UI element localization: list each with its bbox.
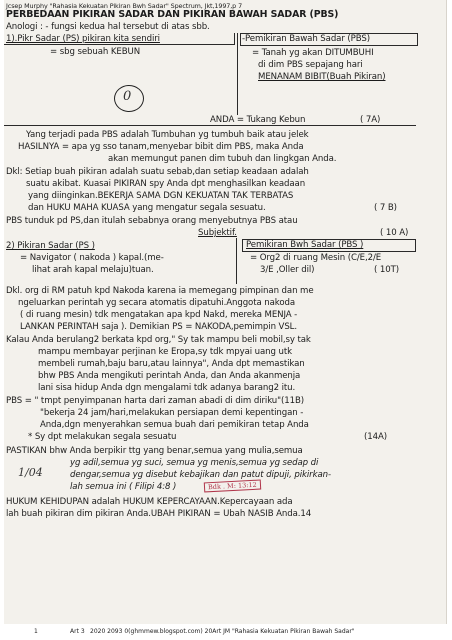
page-title: PERBEDAAN PIKIRAN SADAR DAN PIKIRAN BAWAH SADAR (PBS) [6,9,339,20]
p1-line-2: HASILNYA = apa yg sso tanam,menyebar bibit dim PBS, maka Anda [18,142,304,152]
page-footer [0,626,452,640]
p6-ref: (14A) [364,432,388,442]
p5-line-5: lani sisa hidup Anda dgn mengalami tdk adanya barang2 itu. [38,383,296,393]
footer-section: Art 3 [70,628,85,635]
p2-line-2: suatu akibat. Kuasai PIKIRAN spy Anda dpt menghasilkan keadaan [26,179,306,189]
p5-line-2: mampu membayar perjinan ke Eropa,sy tdk mpyai uang utk [38,347,292,357]
p1-line-1: Yang terjadi pada PBS adalah Tumbuhan yg tumbuh baik atau jelek [26,130,309,140]
pbs-line-1: = Tanah yg akan DITUMBUHI [252,48,374,58]
p5-line-4: bhw PBS Anda mengikuti perintah Anda, dan Anda akanmenja [38,371,301,381]
p6-line-2: "bekerja 24 jam/hari,melakukan persiapan demi kepentingan - [40,408,304,418]
column-divider [237,33,238,115]
p4-line-3: ( di ruang mesin) tdk mengatakan apa kpd Nakd, mereka MENJA - [20,310,298,320]
p3-line-2: Subjektif. [198,228,237,238]
ps2-label: 2) Pikiran Sadar (PS ) [6,241,95,251]
anda-ref: ( 7A) [360,115,381,125]
p1-line-3: akan memungut panen dim tubuh dan lingkgan Anda. [108,154,337,164]
anda-line: ANDA = Tukang Kebun [210,115,306,125]
pbs2-line-2: 3/E ,Oller dil) [260,265,315,275]
ps2-line-2: lihat arah kapal melaju)tuan. [32,265,154,275]
circled-digit: 0 [123,89,132,104]
column-divider-2 [236,238,237,284]
p5-line-1: Kalau Anda berulang2 berkata kpd org," Sy tak mampu beli mobil,sy tak [6,335,311,345]
p5-line-3: membeli rumah,baju baru,atau lainnya", Anda dpt memastikan [38,359,305,369]
p6-line-4: * Sy dpt melakukan segala sesuatu [28,432,177,442]
footer-source: 2020 2093 0(ghmmew.blogspot.com) 20Art JM "Rahasia Kekuatan Pikiran Bawah Sadar" [90,628,355,635]
pbs2-line-1: = Org2 di ruang Mesin (C/E,2/E [250,253,382,263]
ps2-line-1: = Navigator ( nakoda ) kapal.(me- [20,253,164,263]
p3-line-1: PBS tunduk pd PS,dan itulah sebabnya orang menyebutnya PBS atau [6,216,298,226]
p6-line-3: Anda,dgn menyerahkan semua buah dari pemikiran tetap Anda [40,420,309,430]
p2-line-1: Dkl: Setiap buah pikiran adalah suatu sebab,dan setiap keadaan adalah [6,167,309,177]
p2-ref: ( 7 B) [374,203,397,213]
reference-stamp: Bdk . M: 13:12 [204,480,261,493]
p4-line-2: ngeluarkan perintah yg secara atomatis dipatuhi.Anggota nakoda [18,298,296,308]
pbs-line-3: MENANAM BIBIT(Buah Pikiran) [258,72,386,82]
p4-line-1: Dkl. org di RM patuh kpd Nakoda karena ia memegang pimpinan dan me [6,286,314,296]
p2-line-3: yang diinginkan.BEKERJA SAMA DGN KEKUATAN TAK TERBATAS [28,191,294,201]
document-page [4,0,447,624]
pbs-label: -Pemikiran Bawah Sadar (PBS) [242,34,370,44]
pbs2-label: Pemikiran Bwh Sadar (PBS ) [246,240,364,250]
ps-label: 1).Pikr Sadar (PS) pikiran kita sendiri [6,34,160,44]
footer-page-number: 1 [34,628,38,635]
p2-line-4: dan HUKU MAHA KUASA yang mengatur segala sesuatu. [28,203,266,213]
pbs2-ref: ( 10T) [374,265,400,275]
citation: Jcsep Murphy "Rahasia Kekuatan Pikiran Bwh Sadar" Spectrum, Jkt,1997,p 7 [6,2,243,10]
p6-line-1: PBS = " tmpt penyimpanan harta dari zaman abadi di dim diriku"(11B) [6,396,305,406]
handwritten-page-note: 1/04 [18,466,43,479]
section-rule [4,125,416,126]
p7-line-2: yg adil,semua yg suci, semua yg menis,semua yg sedap di [70,458,319,468]
p7-line-1: PASTIKAN bhw Anda berpikir ttg yang benar,semua yang mulia,semua [6,446,303,456]
p8-line-1: HUKUM KEHIDUPAN adalah HUKUM KEPERCAYAAN.Kepercayaan ada [6,497,293,507]
ps-value: = sbg sebuah KEBUN [50,47,141,57]
p7-line-4: lah semua ini ( Filipi 4:8 ) [70,482,177,492]
p7-line-3: dengar,semua yg disebut kebajikan dan patut dipuji, pikirkan- [70,470,331,480]
pbs-line-2: di dim PBS sepajang hari [258,60,363,70]
p8-line-2: lah buah pikiran dim pikiran Anda.UBAH PIKIRAN = Ubah NASIB Anda.14 [6,509,312,519]
analogi-text: Anologi : - fungsi kedua hal tersebut di atas sbb. [6,22,210,32]
p4-line-4: LANKAN PERINTAH saja ). Demikian PS = NAKODA,pemimpin VSL. [20,322,297,332]
p3-ref: ( 10 A) [380,228,409,238]
